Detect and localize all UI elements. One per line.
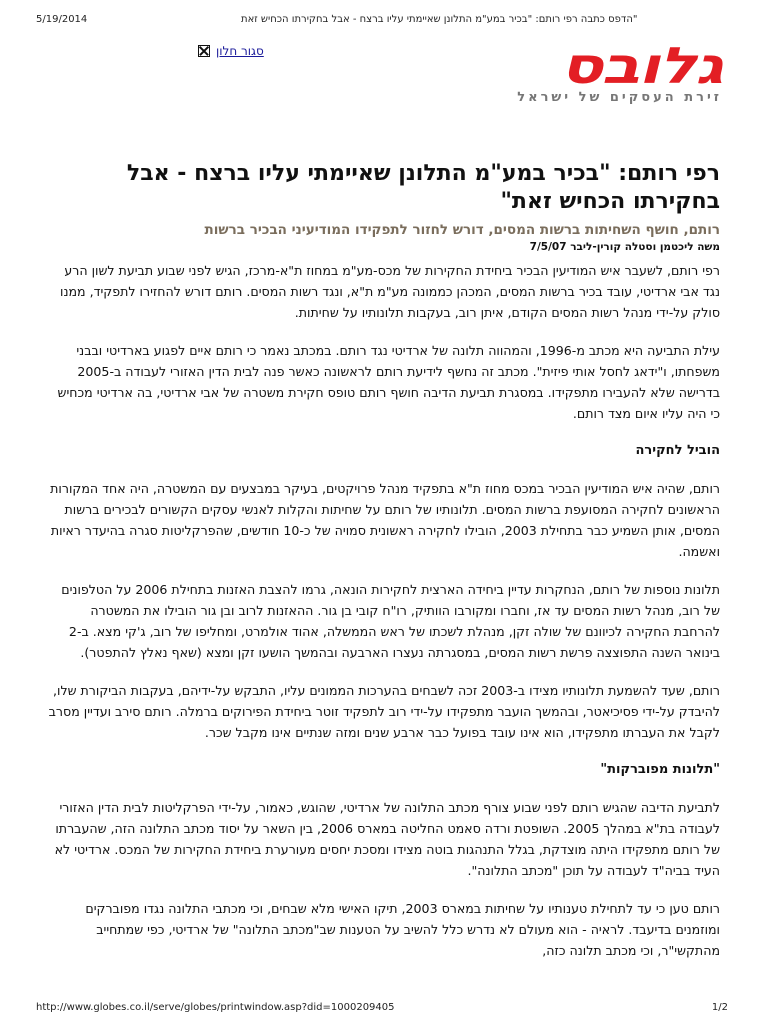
- article: [48, 160, 720, 978]
- section-title-fabricated-complaints: "תלונות מפוברקות": [600, 762, 720, 777]
- close-icon[interactable]: [198, 45, 210, 57]
- print-url: http://www.globes.co.il/serve/globes/printwindow.asp?did=1000209405: [36, 1002, 395, 1013]
- print-date: 5/19/2014: [36, 14, 88, 25]
- article-paragraph: לתביעת הדיבה שהגיש רותם לפני שבוע צורף מכתב התלונה של ארדיטי, שהוגש, כאמור, על-ידי הפרקליטות לבית הדין האזורי לעבודה בת"א במהלך 2005. השופטת ורדה סאמט החליטה במארס 2006, בין השאר על יסוד מכתב התלונה הזה, שהעברתו של רותם מתפקידו היתה מוצדקת, בגלל התנהגות בוטה מצידו ומסכת יחסים מעורערת ביחידת החקירות של המכס. ארדיטי לא העיד בביה"ד לעבודה על תוכן "מכתב התלונה".: [54, 800, 720, 878]
- print-page-title: "הדפס כתבה רפי רותם: "בכיר במע"מ התלונן שאיימתי עליו ברצח - אבל בחקירתו הכחיש זאת: [241, 14, 638, 25]
- section-title-led-to-investigation: הוביל לחקירה: [635, 443, 720, 458]
- article-paragraph: רפי רותם, לשעבר איש המודיעין הבכיר ביחידת החקירות של מכס-מע"מ במחוז ת"א-מרכז, הגיש לפני שבוע תביעת לשון הרע נגד אבי ארדיטי, עובד בכיר ברשות המסים, המכהן כממונה מע"מ ת"א, ונגד רשות המסים. רותם דורש להחזירו לתפקיד, ממנו סולק על-ידי מנהל רשות המסים הקודם, איתן רוב, בעקבות תלונותיו על שחיתות.: [60, 263, 720, 320]
- logo-tagline: זירת העסקים של ישראל: [517, 90, 722, 105]
- print-header: [36, 14, 732, 28]
- article-byline: [48, 240, 720, 254]
- article-paragraph: רותם טען כי עד לתחילת טענותיו על שחיתות במארס 2003, תיקו האישי מלא שבחים, וכי מכתבי התלונה נגדו מפוברקים ומוזמנים בדיעבד. לראיה - הוא מעולם לא נדרש כלל להשיב על הטענות שב"מכתב התלונה" של ארדיטי, כפי שמתחייב מהתקשי"ר, וכי מכתב תלונה כזה,: [85, 901, 720, 958]
- article-paragraph: רותם, שהיה איש המודיעין הבכיר במכס מחוז ת"א בתפקיד מנהל פרויקטים, בעיקר במבצעים עם המשטרה, היה אחד המקורות הראשונים לחקירה המסועפת ברשות המסים. תלונותיו של רותם על שחיתות והקלות לאנשי עסקים הקשורים לבכירים ברשות המסים, אותן השמיע כבר בתחילת 2003, הובילו לחקירה ראשונית סמויה של כ-10 חודשים, שהפרקליטות סגרה בהיעדר ראיות ואשמה.: [50, 481, 720, 559]
- print-footer: [36, 1002, 728, 1016]
- article-paragraph: עילת התביעה היא מכתב מ-1996, והמהווה תלונה של ארדיטי נגד רותם. במכתב נאמר כי רותם איים לפגוע בארדיטי ובבני משפחתו, ו"ידאג לחסל אותי פיזית". מכתב זה נחשף לידיעת רותם לראשונה כאשר פנה לבית הדין האזורי לעבודה ב-2005 בדרישה שלא להעבירו מתפקידו. במסגרת תביעת הדיבה חושף רותם טופס חקירת משטרה של אבי ארדיטי, בה ארדיטי מכחיש כי היה עליו איום מצד רותם.: [57, 343, 720, 421]
- page-indicator: 1/2: [711, 1002, 728, 1013]
- logo-wordmark: גלובס: [560, 37, 722, 95]
- byline-date: 7/5/07: [529, 241, 567, 253]
- close-window-link[interactable]: סגור חלון: [216, 44, 264, 58]
- globes-logo: [507, 37, 722, 105]
- article-subheadline: רותם, חושף השחיתות ברשות המסים, דורש לחזור לתפקידו המודיעיני הבכיר ברשות: [204, 222, 720, 238]
- article-paragraph: רותם, שעד להשמעת תלונותיו מצידו ב-2003 זכה לשבחים בהערכות הממונים עליו, התבקש על-ידיהם, בעקבות הביקורת שלו, להיבדק על-ידי פסיכיאטר, ובהמשך הועבר מתפקידו על-ידי רוב לתפקיד זוטר ביחידת הפירוקים ברמלה. רותם סירב ועדיין מסרב לקבל את העברתו מתפקידו, הוא אינו עובד בפועל כבר ארבע שנים ומזה שנתיים אינו מקבל שכר.: [48, 683, 720, 740]
- byline-authors: משה ליכטמן וסטלה קורין-ליבר: [570, 241, 720, 253]
- article-headline: רפי רותם: "בכיר במע"מ התלונן שאיימתי עליו ברצח - אבל בחקירתו הכחיש זאת": [126, 161, 720, 214]
- close-window-control[interactable]: [198, 44, 264, 58]
- article-paragraph: תלונות נוספות של רותם, הנחקרות עדיין ביחידה הארצית לחקירות הונאה, גרמו להצבת האזנות בתחילת 2006 על הטלפונים של רוב, מנהל רשות המסים עד אז, וחברו ומקורבו הוותיק, רו"ח קובי בן גור. ההאזנות לרוב ובן גור הובילו את המשטרה להרחבת החקירה לכיוונם של שולה זקן, מנהלת לשכתו של ראש הממשלה, אהוד אולמרט, ומחליפו של רוב, ג'קי מצא. ב-2 בינואר השנה התפוצצה פרשת רשות המסים, במסגרתה נעצרו הארבעה ובהמשך הושעו זקן ומצא (שאף נאלץ להתפטר).: [61, 582, 720, 660]
